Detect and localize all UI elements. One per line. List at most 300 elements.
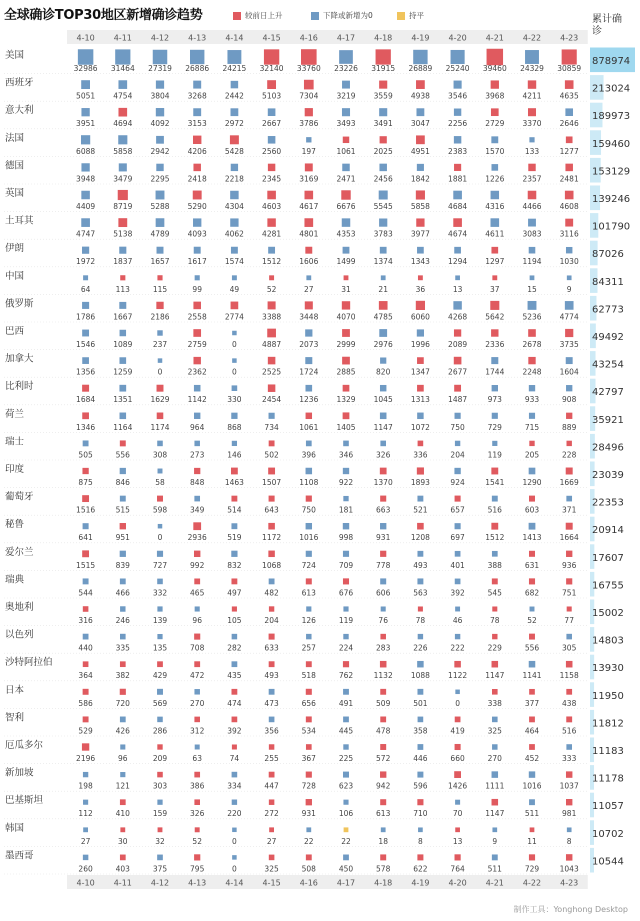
value-label: 126: [301, 616, 316, 625]
value-square-up: [376, 49, 391, 64]
value-square-down: [379, 191, 388, 200]
date-tick-label: 4-20: [448, 33, 467, 43]
date-tick-label: 4-18: [374, 878, 393, 888]
value-label: 30: [118, 836, 128, 846]
value-square-down: [153, 50, 167, 64]
value-label: 1669: [559, 478, 579, 487]
value-square-up: [120, 855, 126, 861]
value-square-down: [230, 218, 238, 226]
value-square-down: [118, 80, 127, 89]
value-square-down: [232, 358, 237, 363]
value-label: 1515: [76, 560, 96, 570]
value-square-down: [530, 275, 535, 280]
value-square-up: [565, 80, 574, 89]
value-square-down: [195, 275, 200, 280]
region-label: 墨西哥: [5, 850, 34, 862]
value-square-down: [492, 744, 497, 749]
value-label: 981: [562, 809, 577, 819]
value-square-down: [380, 523, 386, 529]
date-tick-label: 4-18: [374, 33, 393, 43]
value-label: 22: [341, 836, 351, 846]
value-square-down: [343, 855, 349, 861]
value-label: 225: [338, 754, 354, 763]
value-square-down: [418, 744, 424, 750]
value-label: 3786: [299, 119, 319, 129]
value-label: 474: [227, 698, 242, 708]
value-square-down: [455, 607, 460, 612]
total-value: 28496: [592, 442, 624, 454]
value-square-down: [381, 827, 386, 832]
value-square-down: [417, 689, 423, 695]
value-label: 1786: [76, 312, 96, 322]
value-label: 2976: [373, 340, 393, 349]
value-label: 1174: [150, 422, 170, 432]
value-label: 5428: [224, 146, 244, 156]
value-label: 229: [487, 643, 502, 653]
value-square-up: [194, 468, 200, 474]
value-label: 332: [152, 588, 168, 598]
value-square-up: [267, 80, 276, 89]
value-square-down: [119, 385, 126, 392]
value-label: 303: [152, 781, 168, 791]
value-square-down: [379, 329, 387, 337]
value-square-down: [193, 108, 201, 116]
total-value: 13930: [592, 663, 624, 675]
value-label: 545: [487, 588, 502, 598]
value-label: 77: [564, 616, 574, 625]
value-square-up: [306, 689, 312, 695]
value-square-down: [231, 551, 237, 557]
value-square-up: [566, 854, 572, 860]
value-label: 1016: [522, 781, 542, 791]
value-square-down: [454, 468, 460, 474]
value-square-down: [306, 827, 311, 832]
value-square-up: [562, 49, 577, 64]
value-label: 5858: [410, 202, 430, 211]
value-label: 846: [115, 478, 130, 487]
value-label: 2186: [150, 312, 170, 322]
value-label: 5138: [113, 229, 133, 239]
value-label: 6676: [336, 202, 356, 211]
value-label: 1881: [448, 174, 468, 184]
value-square-up: [305, 301, 313, 309]
value-square-up: [565, 329, 573, 337]
value-label: 3083: [522, 229, 542, 239]
value-label: 762: [338, 671, 354, 681]
value-label: 466: [115, 588, 130, 598]
value-label: 4316: [485, 202, 505, 211]
total-value: 22353: [592, 497, 624, 509]
value-square-up: [194, 634, 200, 640]
value-label: 2362: [187, 367, 207, 377]
value-label: 1132: [373, 671, 393, 681]
value-label: 3546: [448, 91, 468, 101]
value-label: 330: [227, 395, 242, 405]
value-square-down: [306, 441, 312, 447]
value-square-up: [268, 384, 275, 391]
region-label: 瑞典: [5, 574, 25, 586]
value-label: 1347: [410, 367, 430, 377]
value-label: 1512: [485, 533, 505, 543]
value-square-down: [529, 661, 536, 668]
region-label: 瑞士: [5, 436, 25, 448]
value-label: 4304: [224, 202, 244, 211]
value-square-down: [380, 357, 386, 363]
value-square-up: [418, 275, 423, 280]
value-label: 3047: [410, 119, 430, 129]
value-label: 4789: [150, 229, 170, 239]
value-square-up: [565, 164, 573, 172]
value-square-down: [232, 331, 237, 336]
value-square-up: [455, 744, 461, 750]
value-label: 501: [413, 698, 428, 708]
value-square-down: [342, 81, 350, 89]
value-square-up: [528, 80, 536, 88]
value-label: 139: [152, 616, 168, 625]
value-square-up: [306, 854, 312, 860]
value-square-down: [565, 301, 574, 310]
value-label: 37: [490, 284, 500, 294]
value-square-down: [231, 81, 238, 88]
value-label: 401: [450, 560, 465, 570]
value-square-up: [231, 468, 238, 475]
value-square-down: [118, 135, 127, 144]
value-square-up: [455, 827, 460, 832]
value-label: 96: [192, 616, 202, 625]
value-label: 1842: [410, 174, 430, 184]
value-square-up: [269, 661, 275, 667]
value-label: 4206: [187, 146, 207, 156]
value-square-down: [343, 772, 349, 778]
value-label: 0: [157, 533, 163, 543]
value-square-up: [83, 716, 89, 722]
value-square-down: [231, 108, 239, 116]
value-label: 1657: [150, 257, 170, 267]
value-label: 1516: [76, 505, 96, 515]
value-label: 21: [378, 284, 388, 294]
value-label: 5288: [150, 202, 170, 211]
value-square-down: [418, 827, 423, 832]
value-label: 832: [227, 560, 242, 570]
value-label: 4774: [559, 312, 579, 322]
value-square-down: [490, 218, 499, 227]
value-label: 146: [227, 450, 242, 460]
value-square-down: [158, 469, 163, 474]
value-label: 78: [490, 616, 500, 625]
region-label: 新加坡: [5, 767, 34, 779]
region-label: 以色列: [5, 629, 34, 641]
value-label: 326: [190, 809, 205, 819]
value-label: 795: [190, 864, 205, 874]
value-label: 724: [301, 560, 316, 570]
value-square-up: [306, 716, 312, 722]
value-label: 386: [190, 781, 205, 791]
value-square-up: [380, 854, 386, 860]
value-square-up: [305, 247, 312, 254]
value-label: 3268: [187, 91, 207, 101]
value-square-down: [418, 717, 424, 723]
value-square-down: [417, 496, 423, 502]
value-label: 502: [264, 450, 279, 460]
region-label: 加拿大: [5, 353, 34, 365]
value-square-down: [232, 800, 237, 805]
value-label: 64: [80, 284, 91, 294]
value-square-up: [379, 301, 388, 310]
value-square-down: [529, 137, 534, 142]
value-label: 0: [455, 698, 460, 708]
value-label: 4887: [262, 340, 282, 349]
total-value: 84311: [592, 276, 624, 288]
value-square-up: [231, 689, 237, 695]
value-label: 8719: [113, 202, 133, 211]
value-square-up: [491, 247, 498, 254]
value-label: 3951: [76, 119, 96, 129]
value-label: 964: [190, 422, 205, 432]
value-label: 1147: [485, 809, 505, 819]
value-square-down: [305, 357, 312, 364]
value-square-down: [491, 136, 498, 143]
value-label: 1172: [262, 533, 282, 543]
value-label: 3783: [373, 229, 393, 239]
value-square-down: [529, 771, 535, 777]
value-square-down: [156, 164, 163, 171]
value-square-down: [492, 496, 498, 502]
value-square-down: [492, 827, 497, 832]
value-label: 2218: [224, 174, 244, 184]
value-label: 1147: [485, 671, 505, 681]
value-label: 2089: [448, 340, 468, 349]
value-label: 4801: [299, 229, 319, 239]
value-square-up: [528, 191, 537, 200]
value-label: 205: [524, 450, 540, 460]
value-label: 613: [301, 588, 316, 598]
value-square-up: [529, 689, 535, 695]
value-label: 3735: [559, 340, 579, 349]
value-square-down: [158, 358, 163, 363]
value-square-down: [380, 385, 386, 391]
value-square-down: [120, 551, 126, 557]
value-square-down: [528, 219, 536, 227]
value-square-down: [81, 218, 90, 227]
value-label: 1574: [224, 257, 244, 267]
value-square-down: [455, 275, 460, 280]
region-label: 日本: [5, 684, 25, 696]
region-label: 爱尔兰: [5, 546, 34, 558]
value-square-up: [416, 218, 424, 226]
value-square-up: [380, 771, 386, 777]
value-square-down: [417, 551, 423, 557]
value-square-down: [453, 191, 462, 200]
value-label: 1290: [522, 478, 542, 487]
date-header-bottom-band: [67, 875, 588, 889]
value-square-up: [120, 275, 125, 280]
region-label: 法国: [5, 132, 25, 144]
value-label: 708: [190, 643, 205, 653]
value-label: 1606: [299, 257, 319, 267]
value-label: 511: [524, 809, 540, 819]
value-square-down: [81, 80, 90, 89]
value-label: 1667: [113, 312, 133, 322]
value-square-down: [81, 135, 90, 144]
value-label: 4268: [448, 312, 468, 322]
value-label: 4093: [187, 229, 207, 239]
value-square-up: [120, 440, 126, 446]
value-square-down: [451, 50, 465, 64]
value-label: 606: [376, 588, 391, 598]
value-square-down: [529, 385, 535, 391]
value-label: 3448: [299, 312, 319, 322]
value-label: 3370: [522, 119, 542, 129]
value-label: 429: [152, 671, 168, 681]
value-square-up: [566, 551, 572, 557]
date-tick-label: 4-19: [411, 878, 430, 888]
value-square-down: [416, 108, 424, 116]
value-label: 358: [413, 726, 428, 736]
value-square-up: [267, 218, 275, 226]
value-label: 663: [376, 505, 391, 515]
value-label: 734: [264, 422, 279, 432]
total-value: 11057: [592, 801, 624, 813]
value-square-down: [567, 275, 572, 280]
value-label: 31: [341, 284, 351, 294]
value-label: 224: [338, 643, 354, 653]
value-label: 27319: [148, 64, 172, 73]
value-square-down: [83, 275, 88, 280]
value-label: 6060: [410, 312, 430, 322]
value-square-down: [381, 606, 386, 611]
value-label: 338: [487, 698, 502, 708]
value-label: 371: [562, 505, 577, 515]
value-label: 908: [562, 395, 577, 405]
value-label: 1664: [559, 533, 579, 543]
value-label: 133: [524, 146, 540, 156]
value-label: 32986: [73, 64, 98, 73]
date-tick-label: 4-22: [522, 878, 542, 888]
value-square-up: [455, 854, 461, 860]
value-square-up: [417, 523, 424, 530]
value-square-up: [306, 799, 312, 805]
value-label: 2972: [224, 119, 244, 129]
value-label: 336: [413, 450, 428, 460]
value-square-up: [529, 551, 535, 557]
value-square-down: [492, 717, 498, 723]
value-label: 922: [338, 478, 354, 487]
value-square-up: [193, 357, 200, 364]
value-label: 1259: [113, 367, 133, 377]
value-label: 2357: [522, 174, 542, 184]
value-square-flat: [344, 827, 349, 832]
total-value: 878974: [592, 56, 631, 67]
value-square-up: [566, 771, 572, 777]
value-square-up: [344, 275, 349, 280]
value-square-down: [343, 689, 349, 695]
value-label: 308: [152, 450, 168, 460]
value-square-up: [231, 496, 237, 502]
value-square-down: [342, 164, 350, 172]
value-label: 2678: [522, 340, 542, 349]
value-square-down: [119, 302, 126, 309]
value-square-up: [268, 301, 276, 309]
value-label: 9: [566, 284, 572, 294]
value-label: 660: [450, 754, 465, 763]
region-label: 美国: [5, 50, 25, 61]
value-square-up: [306, 578, 312, 584]
value-square-up: [305, 108, 313, 116]
value-square-up: [304, 218, 313, 227]
value-square-down: [380, 247, 387, 254]
value-square-down: [120, 772, 125, 777]
value-label: 2295: [150, 174, 170, 184]
value-label: 2936: [187, 533, 207, 543]
region-label: 韩国: [5, 822, 25, 834]
value-square-up: [304, 80, 314, 90]
value-square-up: [157, 496, 163, 502]
value-square-up: [120, 523, 126, 529]
value-label: 1313: [410, 395, 430, 405]
value-label: 1512: [262, 257, 282, 267]
date-tick-label: 4-16: [299, 878, 318, 888]
total-value: 35921: [592, 414, 624, 426]
value-label: 4785: [373, 312, 393, 322]
value-square-down: [343, 744, 348, 749]
value-label: 11: [527, 836, 537, 846]
value-label: 519: [227, 533, 242, 543]
value-label: 2774: [224, 312, 244, 322]
value-label: 1996: [410, 340, 430, 349]
value-label: 13: [452, 836, 463, 846]
value-label: 1016: [299, 533, 319, 543]
value-square-up: [379, 81, 387, 89]
value-square-down: [566, 744, 572, 750]
value-label: 2558: [187, 312, 207, 322]
value-label: 2667: [262, 119, 282, 129]
value-square-down: [83, 855, 88, 860]
value-label: 2073: [299, 340, 319, 349]
value-label: 727: [152, 560, 168, 570]
value-label: 24215: [222, 64, 247, 73]
value-label: 25240: [445, 64, 470, 73]
value-square-up: [269, 606, 274, 611]
value-label: 31915: [371, 64, 396, 73]
value-label: 1141: [522, 671, 542, 681]
value-square-down: [119, 163, 127, 171]
value-square-down: [82, 357, 89, 364]
value-label: 22: [304, 836, 314, 846]
value-label: 2336: [485, 340, 505, 349]
value-label: 465: [190, 588, 205, 598]
value-label: 521: [413, 505, 428, 515]
date-tick-label: 4-16: [299, 33, 318, 43]
value-square-down: [120, 744, 125, 749]
region-label: 俄罗斯: [5, 298, 34, 310]
value-label: 375: [152, 864, 168, 874]
value-square-down: [119, 357, 126, 364]
value-label: 931: [301, 809, 316, 819]
value-square-up: [455, 496, 461, 502]
value-square-down: [83, 800, 88, 805]
value-square-up: [566, 661, 573, 668]
value-label: 2729: [485, 119, 505, 129]
value-square-down: [83, 578, 89, 584]
value-label: 5103: [262, 91, 282, 101]
value-square-up: [492, 578, 498, 584]
value-square-down: [342, 218, 350, 226]
value-label: 509: [376, 698, 391, 708]
value-label: 1108: [299, 478, 319, 487]
value-label: 0: [232, 864, 237, 874]
region-label: 比利时: [5, 381, 34, 393]
region-label: 葡萄牙: [5, 491, 34, 503]
